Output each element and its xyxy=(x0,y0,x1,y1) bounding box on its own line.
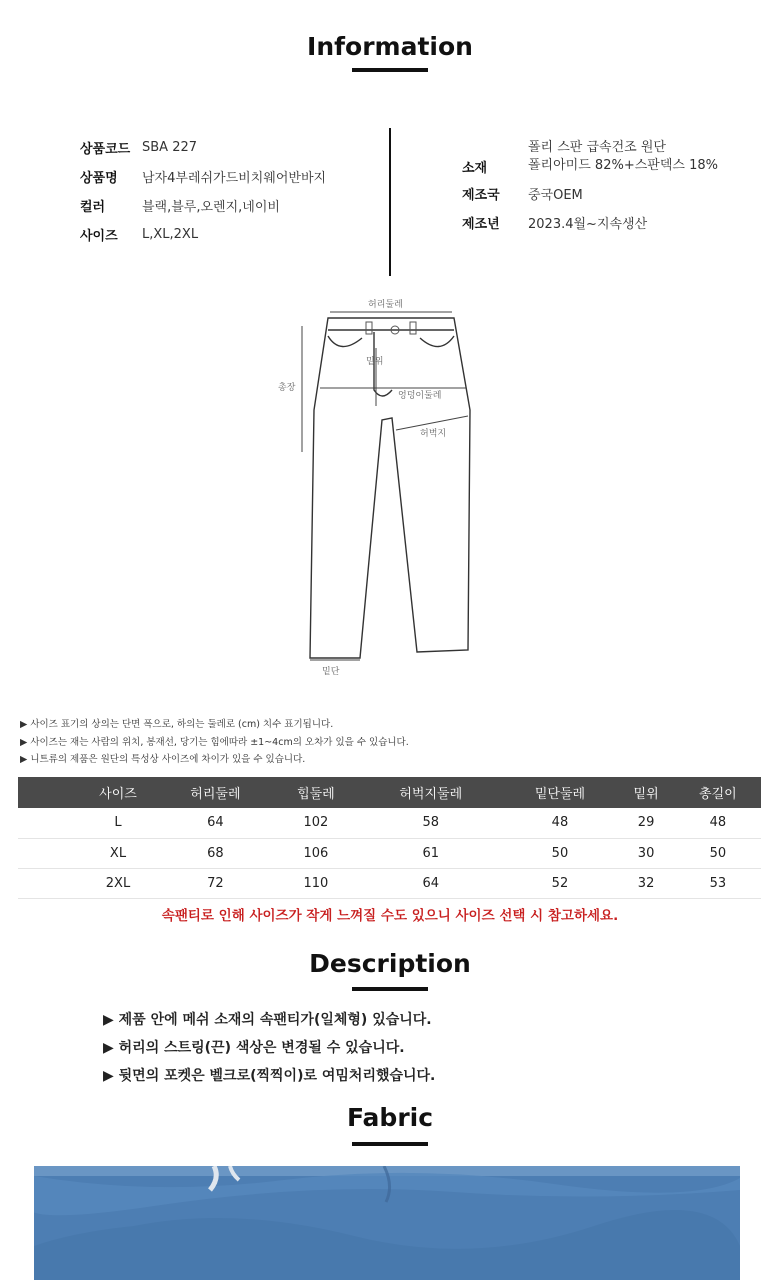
info-value: 블랙,블루,오렌지,네이비 xyxy=(142,200,280,215)
cell: 58 xyxy=(359,808,503,838)
fabric-texture xyxy=(34,1166,740,1280)
right-pocket xyxy=(420,336,454,347)
hip-label: 엉덩이둘레 xyxy=(398,391,442,401)
info-key: 제조년 xyxy=(462,217,500,232)
table-header-row xyxy=(18,777,761,808)
cell: 50 xyxy=(503,838,618,868)
info-row-product-name xyxy=(80,162,380,191)
material-line-1: 폴리 스판 급속건조 원단 xyxy=(528,140,666,155)
cell: 61 xyxy=(359,838,503,868)
waist-label: 허리둘레 xyxy=(368,300,403,310)
belt-loop xyxy=(410,322,416,334)
info-row-color xyxy=(80,191,380,220)
description-list xyxy=(103,1010,435,1094)
info-row-country xyxy=(462,179,762,208)
fabric-photo xyxy=(34,1166,740,1280)
size-warning: 속팬티로 인해 사이즈가 작게 느껴질 수도 있으니 사이즈 선택 시 참고하세요. xyxy=(161,908,619,924)
cell: 64 xyxy=(359,868,503,898)
description-item: ▶ 뒷면의 포켓은 벨크로(찍찍이)로 여밈처리했습니다. xyxy=(103,1068,436,1084)
note-item: ▶ 니트류의 제품은 원단의 특성상 사이즈에 차이가 있을 수 있습니다. xyxy=(20,754,306,765)
description-title: Description xyxy=(309,949,471,978)
info-value xyxy=(528,139,718,175)
info-value: 2023.4월~지속생산 xyxy=(528,217,648,232)
cell: 110 xyxy=(273,868,359,898)
material-line-2: 폴리아미드 82%+스판덱스 18% xyxy=(528,158,718,173)
info-key: 상품명 xyxy=(80,171,118,186)
info-divider xyxy=(389,128,391,276)
rise-label: 밑위 xyxy=(366,357,384,367)
cell: L xyxy=(18,808,158,838)
table-row xyxy=(18,838,761,868)
info-key: 사이즈 xyxy=(80,229,118,244)
hem-label: 밑단 xyxy=(322,667,340,677)
info-value: L,XL,2XL xyxy=(142,227,199,242)
belt-loop xyxy=(366,322,372,334)
thigh-arrow xyxy=(396,416,468,430)
cell: 106 xyxy=(273,838,359,868)
fabric-title: Fabric xyxy=(346,1103,434,1132)
info-row-year xyxy=(462,208,762,237)
left-pocket xyxy=(328,336,362,347)
length-label: 총장 xyxy=(278,383,296,393)
thigh-label: 허벅지 xyxy=(420,429,447,439)
info-key: 상품코드 xyxy=(80,142,131,157)
information-title-underline xyxy=(352,68,428,72)
pants-outline xyxy=(310,318,470,658)
note-item: ▶ 사이즈 표기의 상의는 단면 폭으로, 하의는 둘레로 (cm) 치수 표기됩니다. xyxy=(20,719,334,730)
cell: 48 xyxy=(675,808,761,838)
info-left-column xyxy=(80,133,380,249)
header-cell: 허리둘레 xyxy=(158,777,273,808)
info-row-material xyxy=(462,135,762,179)
cell: 53 xyxy=(675,868,761,898)
header-cell: 힙둘레 xyxy=(273,777,359,808)
pants-measurement-diagram xyxy=(270,290,510,690)
cell: 32 xyxy=(617,868,674,898)
header-cell: 밑위 xyxy=(617,777,674,808)
info-row-product-code xyxy=(80,133,380,162)
description-title-underline xyxy=(352,987,428,991)
info-key: 제조국 xyxy=(462,188,500,203)
description-item: ▶ 제품 안에 메쉬 소재의 속팬티가(일체형) 있습니다. xyxy=(103,1012,432,1028)
cell: 72 xyxy=(158,868,273,898)
cell: 30 xyxy=(617,838,674,868)
info-value: 남자4부레쉬가드비치웨어반바지 xyxy=(142,171,327,186)
info-row-size xyxy=(80,220,380,249)
header-cell: 사이즈 xyxy=(18,777,158,808)
cell: 52 xyxy=(503,868,618,898)
table-row xyxy=(18,868,761,898)
table-row xyxy=(18,808,761,838)
info-key: 컬러 xyxy=(80,200,106,215)
size-notes xyxy=(20,716,409,769)
information-title: Information xyxy=(307,32,473,61)
cell: 2XL xyxy=(18,868,158,898)
header-cell: 총길이 xyxy=(675,777,761,808)
cell: 29 xyxy=(617,808,674,838)
info-value: SBA 227 xyxy=(142,140,198,155)
info-right-column xyxy=(462,135,762,237)
info-value: 중국OEM xyxy=(528,188,583,203)
cell: XL xyxy=(18,838,158,868)
header-cell: 허벅지둘레 xyxy=(359,777,503,808)
note-item: ▶ 사이즈는 재는 사람의 위치, 봉재선, 당기는 힘에따라 ±1~4cm의 오차가 있을 수 있습니다. xyxy=(20,736,409,748)
description-item: ▶ 허리의 스트링(끈) 색상은 변경될 수 있습니다. xyxy=(103,1040,405,1056)
cell: 68 xyxy=(158,838,273,868)
fabric-title-underline xyxy=(352,1142,428,1146)
header-cell: 밑단둘레 xyxy=(503,777,618,808)
cell: 102 xyxy=(273,808,359,838)
cell: 64 xyxy=(158,808,273,838)
cell: 50 xyxy=(675,838,761,868)
size-table xyxy=(18,777,761,899)
info-key: 소재 xyxy=(462,160,488,176)
cell: 48 xyxy=(503,808,618,838)
